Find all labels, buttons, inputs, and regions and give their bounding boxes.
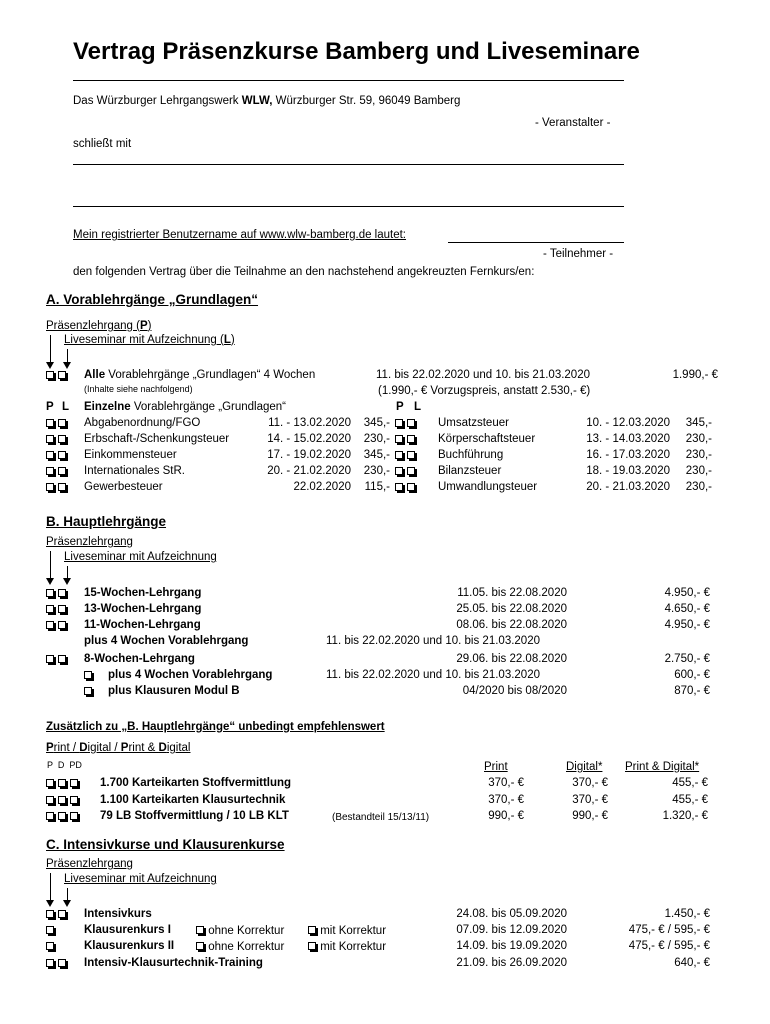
course-name: Erbschaft-/Schenkungsteuer	[84, 433, 230, 445]
item-both: 455,- €	[672, 794, 708, 806]
item-digital: 370,- €	[572, 794, 608, 806]
w8-modul-name: plus Klausuren Modul B	[108, 685, 240, 697]
participant-role: - Teilnehmer -	[543, 248, 614, 260]
course-name: Umwandlungsteuer	[438, 481, 538, 493]
col-p-right: P	[396, 401, 404, 413]
course-name: Klausurenkurs II	[84, 940, 175, 952]
item-note: (Bestandteil 15/13/11)	[332, 812, 430, 823]
w8-plus4-dates: 11. bis 22.02.2020 und 10. bis 21.03.2020	[326, 669, 540, 681]
checkboxes[interactable]	[46, 418, 67, 430]
course-name: Körperschaftsteuer	[438, 433, 536, 445]
arrow-down-icon	[46, 900, 54, 907]
course-price: 230,-	[685, 481, 712, 493]
checkbox[interactable]	[84, 670, 93, 682]
w8-plus4-name: plus 4 Wochen Vorablehrgang	[108, 669, 273, 681]
course-name: 11-Wochen-Lehrgang	[84, 619, 201, 631]
concludes-text: schließt mit	[73, 138, 132, 150]
item-print: 370,- €	[488, 794, 524, 806]
course-price: 4.950,- €	[664, 619, 710, 631]
checkboxes[interactable]	[46, 604, 67, 616]
format-cols: P D PD	[47, 760, 82, 770]
option-without[interactable]: ohne Korrektur	[196, 941, 284, 953]
w8-price: 2.750,- €	[664, 653, 710, 665]
arrow-down-icon	[46, 578, 54, 585]
page-title: Vertrag Präsenzkurse Bamberg und Liveseminare	[73, 38, 640, 65]
course-price: 230,-	[685, 433, 712, 445]
checkbox[interactable]	[84, 686, 93, 698]
course-name: Klausurenkurs I	[84, 924, 171, 936]
item-digital: 370,- €	[572, 777, 608, 789]
course-price: 115,-	[364, 481, 390, 493]
checkboxes[interactable]	[46, 654, 67, 666]
course-dates: 08.06. bis 22.08.2020	[456, 619, 567, 631]
item-digital: 990,- €	[572, 810, 608, 822]
course-dates: 14. - 15.02.2020	[267, 433, 351, 445]
extra-heading: Zusätzlich zu „B. Hauptlehrgänge“ unbedingt empfehlenswert	[46, 721, 385, 733]
course-dates: 25.05. bis 22.08.2020	[456, 603, 567, 615]
course-name: Intensiv-Klausurtechnik-Training	[84, 957, 263, 969]
course-dates: 10. - 12.03.2020	[586, 417, 670, 429]
course-price: 475,- € / 595,- €	[628, 940, 710, 952]
alle-pref: (1.990,- € Vorzugspreis, anstatt 2.530,- €)	[378, 385, 591, 397]
course-dates: 24.08. bis 05.09.2020	[456, 908, 567, 920]
course-name: Abgabenordnung/FGO	[84, 417, 201, 429]
course-dates: 20. - 21.03.2020	[586, 481, 670, 493]
course-name: 15-Wochen-Lehrgang	[84, 587, 202, 599]
arrow-down-icon	[63, 578, 71, 585]
w8-name: 8-Wochen-Lehrgang	[84, 653, 195, 665]
section-c-heading: C. Intensivkurse und Klausurenkurse	[46, 837, 285, 852]
course-price: 475,- € / 595,- €	[628, 924, 710, 936]
course-price: 345,-	[363, 449, 390, 461]
item-print: 370,- €	[488, 777, 524, 789]
course-name: Internationales StR.	[84, 465, 186, 477]
course-price: 4.950,- €	[664, 587, 710, 599]
course-price: 4.650,- €	[664, 603, 710, 615]
praesenz-legend-c: Präsenzlehrgang	[46, 858, 133, 870]
option-with[interactable]: mit Korrektur	[308, 941, 386, 953]
checkboxes[interactable]	[395, 418, 416, 430]
arrow-down-icon	[46, 362, 54, 369]
praesenz-legend: Präsenzlehrgang (P)	[46, 320, 152, 332]
item-print: 990,- €	[488, 810, 524, 822]
checkboxes[interactable]	[46, 434, 67, 446]
course-dates: 22.02.2020	[293, 481, 351, 493]
section-a-heading: A. Vorablehrgänge „Grundlagen“	[46, 292, 259, 307]
course-price: 640,- €	[674, 957, 710, 969]
col-l: L	[62, 401, 70, 413]
course-name: 13-Wochen-Lehrgang	[84, 603, 202, 615]
username-line: Mein registrierter Benutzername auf www.wlw-bamberg.de lautet:	[73, 229, 407, 241]
checkboxes[interactable]	[46, 466, 67, 478]
course-dates: 11. - 13.02.2020	[268, 417, 351, 429]
item-name: 1.700 Karteikarten Stoffvermittlung	[100, 777, 292, 789]
item-both: 455,- €	[672, 777, 708, 789]
course-name: Gewerbesteuer	[84, 481, 163, 493]
course-price: 1.450,- €	[664, 908, 710, 920]
item-name: 79 LB Stoffvermittlung / 10 LB KLT	[100, 810, 289, 822]
checkboxes[interactable]	[395, 466, 416, 478]
checkbox[interactable]	[46, 925, 55, 937]
checkboxes[interactable]	[46, 588, 67, 600]
section-b-heading: B. Hauptlehrgänge	[46, 514, 167, 529]
course-price: 230,-	[685, 449, 712, 461]
contract-intro: den folgenden Vertrag über die Teilnahme an den nachstehend angekreuzten Fernkurs/en:	[73, 266, 535, 278]
arrow-down-icon	[63, 362, 71, 369]
checkbox[interactable]	[46, 941, 55, 953]
organizer-line: Das Würzburger Lehrgangswerk WLW, Würzburger Str. 59, 96049 Bamberg	[73, 95, 461, 107]
w8-plus4-price: 600,- €	[674, 669, 710, 681]
col-l-right: L	[414, 401, 422, 413]
item-name: 1.100 Karteikarten Klausurtechnik	[100, 794, 286, 806]
checkboxes[interactable]	[395, 450, 416, 462]
live-legend-c: Liveseminar mit Aufzeichnung	[64, 873, 217, 885]
course-price: 230,-	[363, 433, 390, 445]
course-name: Bilanzsteuer	[438, 465, 502, 477]
checkboxes[interactable]	[46, 778, 79, 790]
alle-checkboxes[interactable]	[46, 370, 67, 382]
checkboxes[interactable]	[46, 909, 67, 921]
praesenz-legend-b: Präsenzlehrgang	[46, 536, 133, 548]
checkboxes[interactable]	[395, 482, 416, 494]
checkboxes[interactable]	[46, 811, 79, 823]
course-name: Umsatzsteuer	[438, 417, 509, 429]
course-dates: 11.05. bis 22.08.2020	[457, 587, 567, 599]
alle-label: Alle Vorablehrgänge „Grundlagen“ 4 Wochen	[84, 369, 316, 381]
plus4-name: plus 4 Wochen Vorablehrgang	[84, 635, 249, 647]
course-dates: 18. - 19.03.2020	[586, 465, 670, 477]
checkboxes[interactable]	[46, 958, 67, 970]
checkboxes[interactable]	[46, 620, 67, 632]
live-legend: Liveseminar mit Aufzeichnung (L)	[64, 334, 235, 346]
col-print: Print	[484, 761, 508, 773]
course-price: 230,-	[363, 465, 390, 477]
option-without[interactable]: ohne Korrektur	[196, 925, 284, 937]
checkboxes[interactable]	[46, 795, 79, 807]
einzelne-label: Einzelne Vorablehrgänge „Grundlagen“	[84, 401, 287, 413]
checkboxes[interactable]	[395, 434, 416, 446]
live-legend-b: Liveseminar mit Aufzeichnung	[64, 551, 217, 563]
col-digital: Digital*	[566, 761, 603, 773]
item-both: 1.320,- €	[662, 810, 708, 822]
course-price: 345,-	[685, 417, 712, 429]
checkboxes[interactable]	[46, 482, 67, 494]
col-both: Print & Digital*	[625, 761, 700, 773]
format-legend: Print / Digital / Print & Digital	[46, 742, 191, 754]
organizer-role: - Veranstalter -	[535, 117, 611, 129]
course-name: Intensivkurs	[84, 908, 152, 920]
course-dates: 21.09. bis 26.09.2020	[456, 957, 567, 969]
course-dates: 07.09. bis 12.09.2020	[456, 924, 567, 936]
course-dates: 20. - 21.02.2020	[267, 465, 351, 477]
course-name: Buchführung	[438, 449, 504, 461]
course-dates: 17. - 19.02.2020	[267, 449, 351, 461]
w8-modul-dates: 04/2020 bis 08/2020	[462, 685, 567, 697]
plus4-dates: 11. bis 22.02.2020 und 10. bis 21.03.2020	[326, 635, 540, 647]
arrow-down-icon	[63, 900, 71, 907]
course-dates: 14.09. bis 19.09.2020	[456, 940, 567, 952]
course-name: Einkommensteuer	[84, 449, 177, 461]
checkboxes[interactable]	[46, 450, 67, 462]
course-price: 230,-	[685, 465, 712, 477]
w8-modul-price: 870,- €	[674, 685, 710, 697]
course-dates: 16. - 17.03.2020	[586, 449, 670, 461]
option-with[interactable]: mit Korrektur	[308, 925, 386, 937]
course-price: 345,-	[363, 417, 390, 429]
col-p: P	[46, 401, 54, 413]
alle-dates: 11. bis 22.02.2020 und 10. bis 21.03.2020	[376, 369, 590, 381]
alle-note: (Inhalte siehe nachfolgend)	[84, 384, 193, 394]
course-dates: 13. - 14.03.2020	[586, 433, 670, 445]
alle-price: 1.990,- €	[672, 369, 718, 381]
w8-dates: 29.06. bis 22.08.2020	[456, 653, 567, 665]
